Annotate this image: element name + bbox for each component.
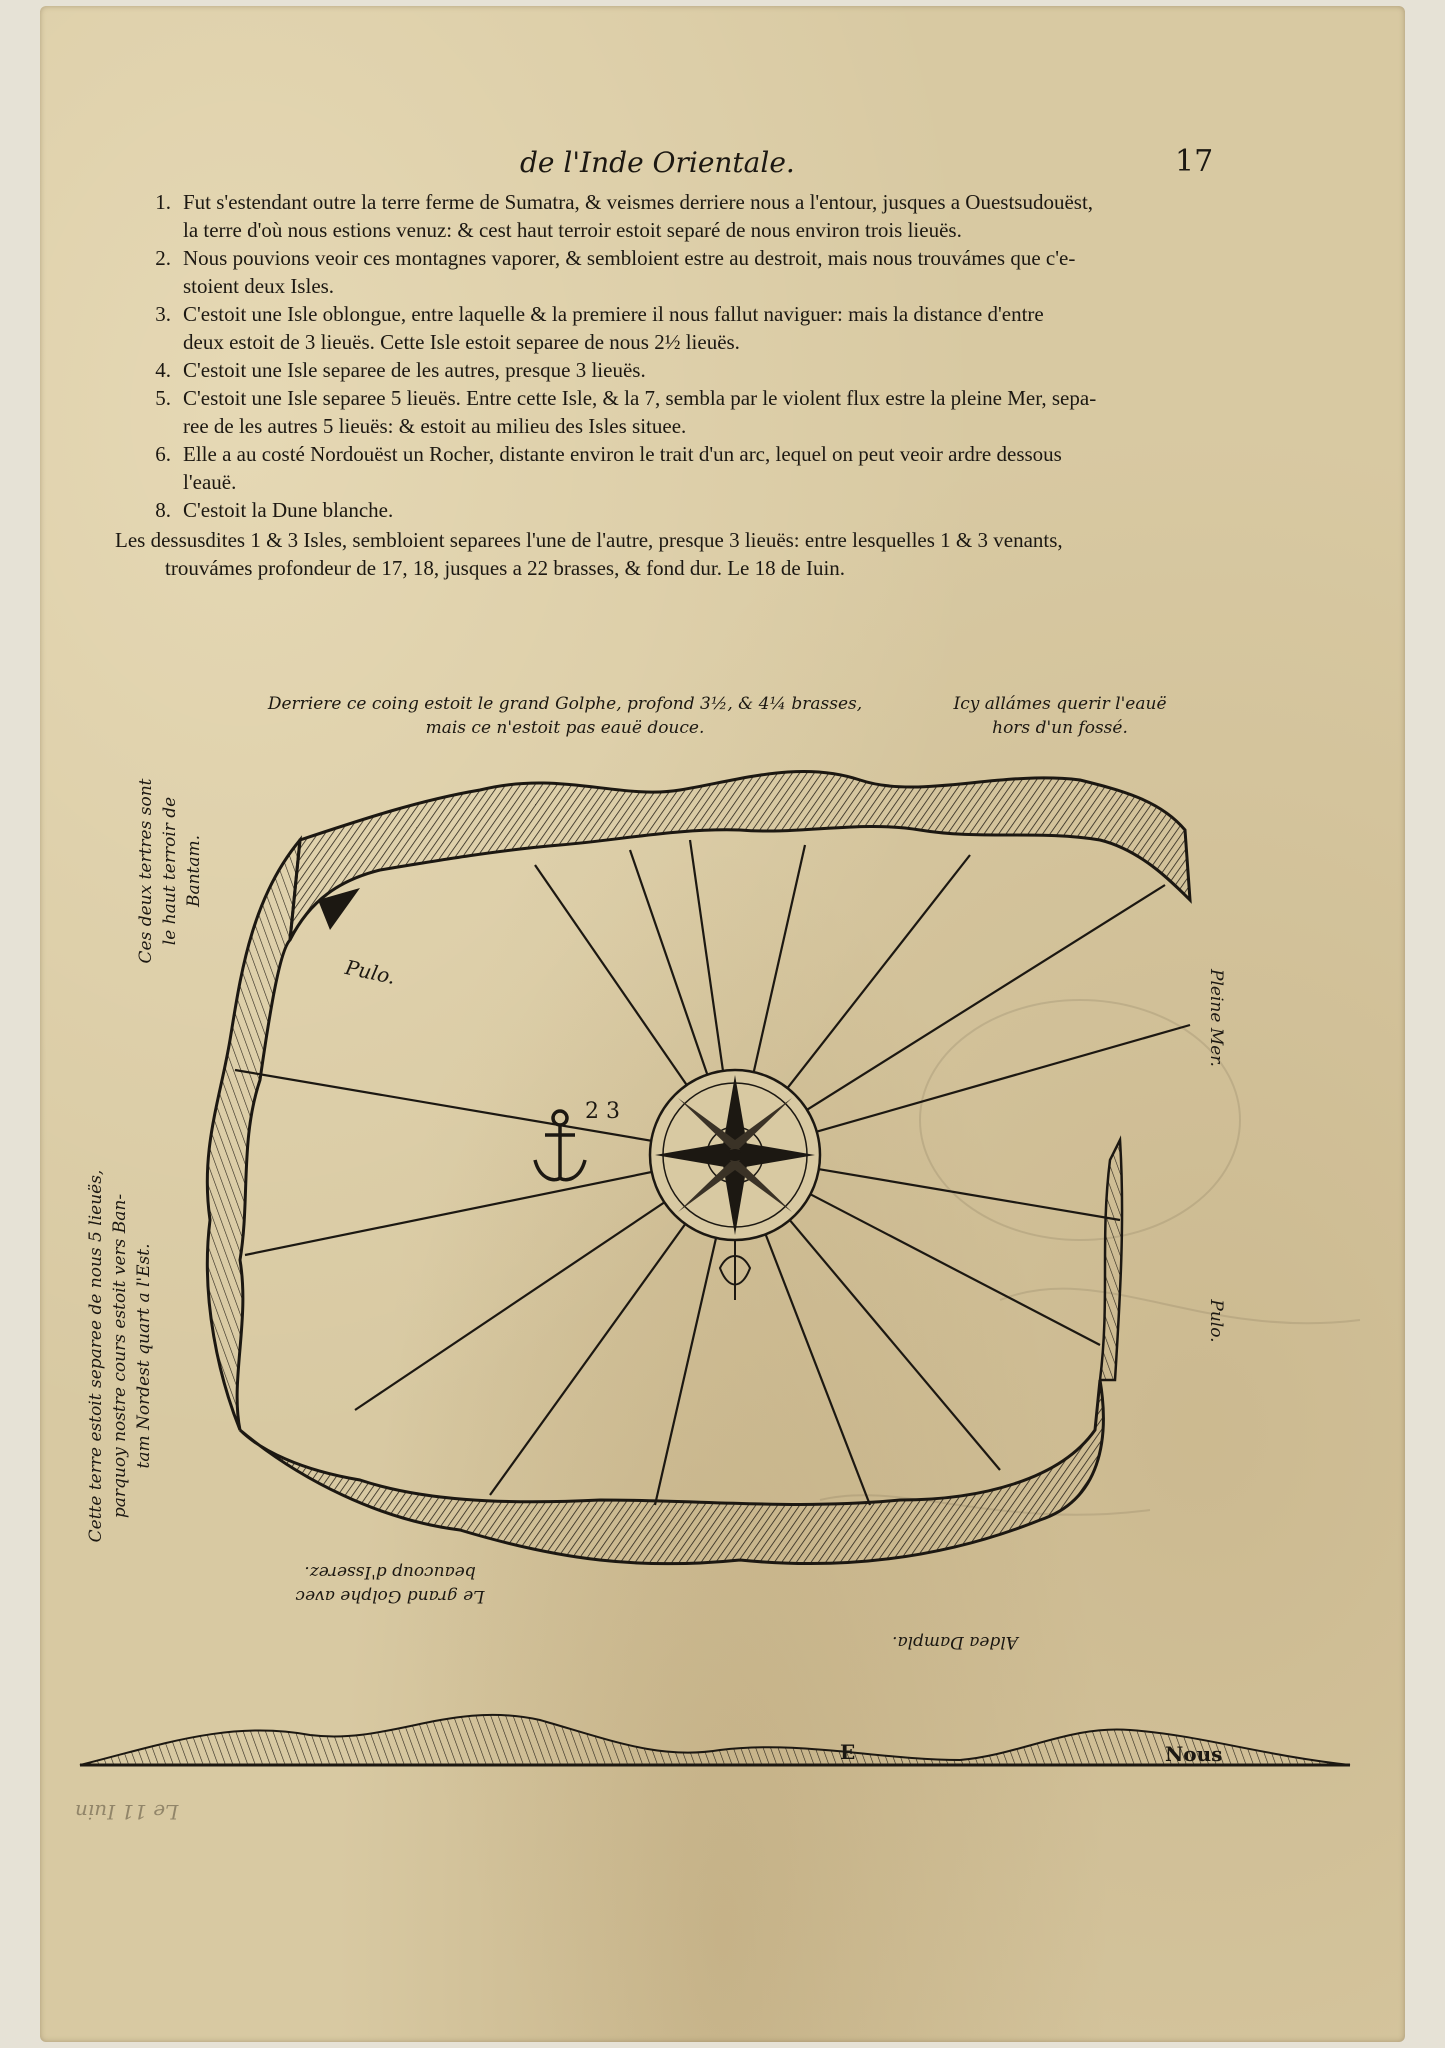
profile-label-nous: Nous [1165,1742,1223,1766]
coastal-profile [80,1715,1350,1765]
caption-line: tam Nordest quart a l'Est. [134,1243,154,1469]
note-text: Fut s'estendant outre la terre ferme de Sumatra, & veismes derriere nous a l'entour, jusques a Ouestsudouëst, [183,190,1094,214]
margin-stamp: Le 11 Iuin [75,1800,179,1824]
map-caption-course [84,1136,156,1576]
caption-line: Derriere ce coing estoit le grand Golphe, profond 3½, & 4¼ brasses, [267,694,863,714]
caption-line: le haut terroir de [160,796,180,946]
caption-line: Ces deux tertres sont [136,778,156,964]
profile-label-e: E [840,1740,856,1764]
closing-text: Les dessusdites 1 & 3 Isles, sembloient separees l'une de l'autre, presque 3 lieuës: entre lesquelles 1 & 3 venants, [115,528,1063,552]
note-number: 1. [155,190,171,214]
caption-line: beaucoup d'Isserez. [304,1562,476,1582]
closing-cont: trouvámes profondeur de 17, 18, jusques a 22 brasses, & fond dur. Le 18 de Iuin. [165,556,846,580]
note-number: 5. [155,386,171,410]
note-number: 8. [155,498,171,522]
note-cont: la terre d'où nous estions venuz: & cest haut terroir estoit separé de nous environ trois lieuës. [183,218,962,242]
map-label-pulo: Pulo. [343,954,398,990]
west-coast [207,840,300,1430]
map-caption-water [940,692,1180,740]
note-number: 6. [155,442,171,466]
caption-line: parquoy nostre cours estoit vers Ban- [110,1193,130,1519]
note-number: 3. [155,302,171,326]
caption-line: Cette terre estoit separee de nous 5 lieuës, [86,1169,106,1543]
note-cont: stoient deux Isles. [183,274,335,298]
note-text: C'estoit une Isle separee 5 lieuës. Entre cette Isle, & la 7, sembla par le violent flux estre la pleine Mer, sepa- [183,386,1097,410]
north-coast [290,771,1190,940]
compass-rose-icon [650,1070,820,1300]
caption-line: mais ce n'estoit pas eauë douce. [425,718,705,738]
map-caption-pulo-right: Pulo. [1206,1299,1226,1343]
map-caption-bantam [134,746,206,996]
note-text: Elle a au costé Nordouëst un Rocher, distante environ le trait d'un arc, lequel on peut veoir ardre dessous [183,442,1062,466]
map-anchor-numbers: 2 3 [585,1099,620,1124]
note-number: 4. [155,358,171,382]
map-caption-grand-golphe [275,1560,505,1608]
note-number: 2. [155,246,171,270]
note-text: C'estoit une Isle oblongue, entre laquelle & la premiere il nous fallut naviguer: mais la distance d'entre [183,302,1044,326]
page-number: 17 [1175,144,1214,179]
running-title: de l'Inde Orientale. [520,146,795,179]
note-cont: ree de les autres 5 lieuës: & estoit au milieu des Isles situee. [183,414,687,438]
caption-line: hors d'un fossé. [992,718,1128,738]
caption-line: Bantam. [184,834,204,908]
note-text: Nous pouvions veoir ces montagnes vaporer, & sembloient estre au destroit, mais nous trouvámes que c'e- [183,246,1076,270]
south-coast [240,1380,1103,1564]
caption-line: Icy allámes querir l'eauë [953,694,1167,714]
caption-line: Le grand Golphe avec [295,1586,485,1606]
note-text: C'estoit une Isle separee de les autres, presque 3 lieuës. [183,358,646,382]
east-coast [1100,1140,1122,1380]
note-cont: deux estoit de 3 lieuës. Cette Isle estoit separee de nous 2½ lieuës. [183,330,740,354]
map-caption-golfe [255,692,875,740]
map-caption-pleine-mer: Pleine Mer. [1206,969,1226,1067]
note-text: C'estoit la Dune blanche. [183,498,394,522]
map-caption-aldea: Aldea Dampla. [892,1632,1018,1652]
note-cont: l'eauë. [183,470,237,494]
